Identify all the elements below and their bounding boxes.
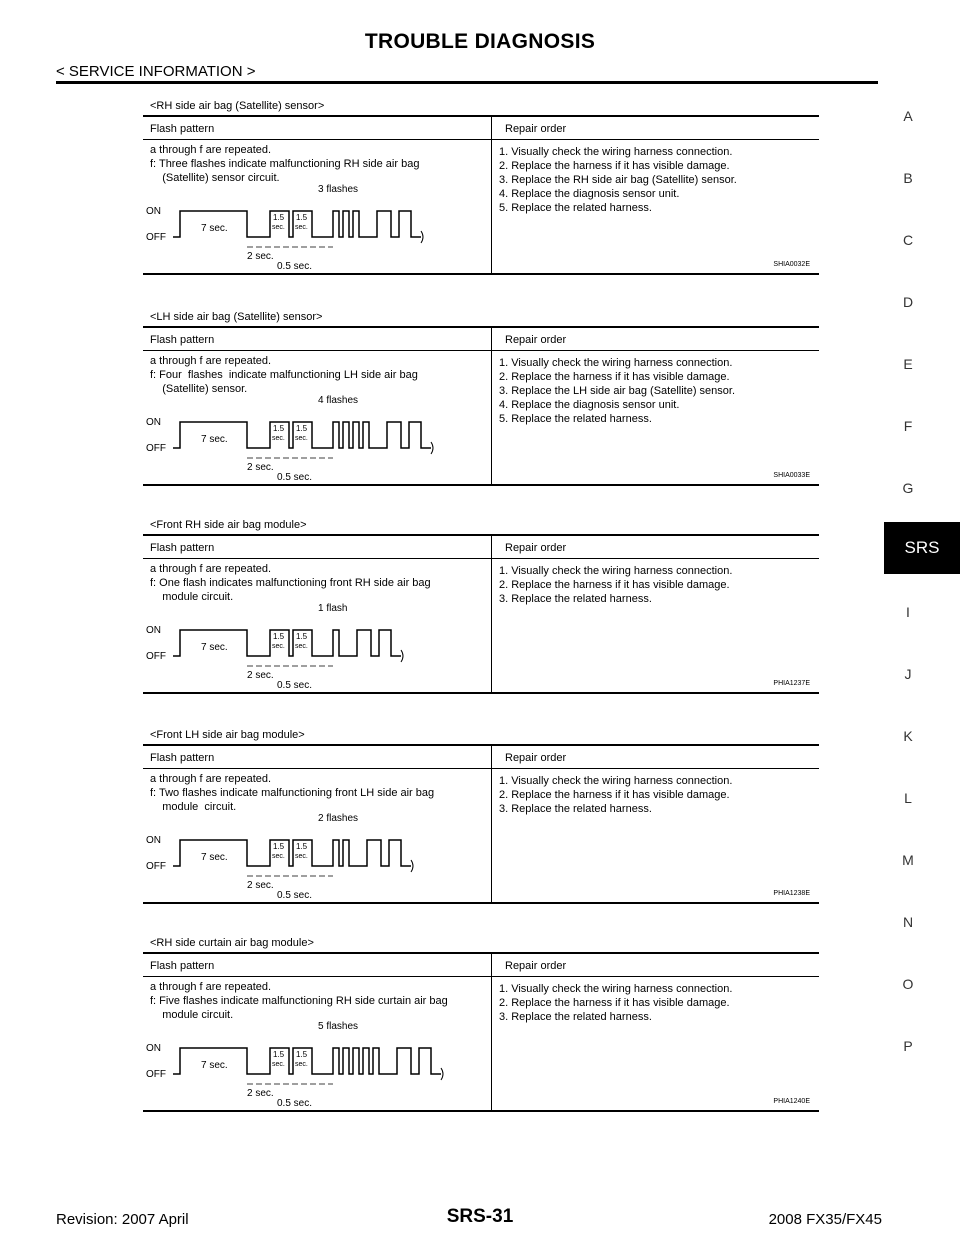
sec-box-2-bottom: sec. [295,853,308,860]
description-line: f: Three flashes indicate malfunctioning RH side air bag [150,158,420,170]
sec-box-1-top: 1.5 [273,213,285,222]
description-line: (Satellite) sensor circuit. [150,172,280,184]
index-letter[interactable]: P [903,1038,913,1054]
footer-model: 2008 FX35/FX45 [768,1211,882,1228]
seven-sec-label: 7 sec. [201,1060,228,1071]
flash-pattern-header: Flash pattern [150,542,215,554]
break-mark [411,860,413,872]
description-line: f: Four flashes indicate malfunctioning LH side air bag [150,369,418,381]
repair-step: 3. Replace the LH side air bag (Satellite) sensor. [499,385,736,397]
flash-pattern-diagram [143,937,493,1112]
break-mark [401,650,403,662]
on-label: ON [146,1043,161,1054]
page-subtitle: < SERVICE INFORMATION > [56,63,256,80]
index-letter[interactable]: I [906,604,910,620]
sec-box-2-top: 1.5 [296,424,308,433]
index-letter[interactable]: G [902,480,914,496]
flash-pattern-diagram [143,311,493,486]
index-letter[interactable]: M [902,852,914,868]
sec-box-1-top: 1.5 [273,842,285,851]
repair-step: 1. Visually check the wiring harness connection. [499,565,733,577]
section-panel [143,729,819,904]
sec-box-1-top: 1.5 [273,1050,285,1059]
flash-count-label: 4 flashes [318,395,359,406]
description-line: (Satellite) sensor. [150,383,248,395]
sec-box-2-bottom: sec. [295,224,308,231]
two-sec-label: 2 sec. [247,1088,274,1099]
two-sec-label: 2 sec. [247,251,274,262]
repair-order-header: Repair order [505,960,567,972]
repair-step: 3. Replace the related harness. [499,1011,652,1023]
break-mark [431,442,433,454]
repair-steps [499,982,732,1024]
repair-steps [499,774,732,816]
repair-step: 1. Visually check the wiring harness connection. [499,357,733,369]
index-letter[interactable]: L [904,790,912,806]
sec-box-2-bottom: sec. [295,643,308,650]
two-sec-label: 2 sec. [247,670,274,681]
two-sec-label: 2 sec. [247,462,274,473]
flash-pattern-diagram [143,519,493,694]
sec-box-1-bottom: sec. [272,224,285,231]
section-title: <Front RH side air bag module> [150,519,307,531]
half-sec-label: 0.5 sec. [277,261,313,272]
section-panel [143,100,819,275]
flash-count-label: 3 flashes [318,184,359,195]
index-letter[interactable]: D [902,294,914,310]
two-sec-label: 2 sec. [247,880,274,891]
on-label: ON [146,417,161,428]
figure-id: SHIA0033E [773,472,810,479]
section-title: <LH side air bag (Satellite) sensor> [150,311,323,323]
index-letter[interactable]: J [904,666,912,682]
repair-step: 2. Replace the harness if it has visible damage. [499,371,730,383]
repair-steps [499,356,735,426]
seven-sec-label: 7 sec. [201,434,228,445]
on-label: ON [146,835,161,846]
flash-pattern-header: Flash pattern [150,960,215,972]
repair-order-header: Repair order [505,752,567,764]
repair-steps [499,564,732,606]
off-label: OFF [146,651,166,662]
description-line: a through f are repeated. [150,355,272,367]
section-panel [143,519,819,694]
repair-step: 2. Replace the harness if it has visible damage. [499,160,730,172]
sec-box-2-top: 1.5 [296,632,308,641]
flash-pattern-header: Flash pattern [150,123,215,135]
flash-count-label: 2 flashes [318,813,359,824]
break-mark [441,1068,443,1080]
description-line: a through f are repeated. [150,981,272,993]
index-letter[interactable]: E [903,356,913,372]
sec-box-2-bottom: sec. [295,1061,308,1068]
sec-box-1-bottom: sec. [272,1061,285,1068]
section-title: <RH side curtain air bag module> [150,937,314,949]
index-letter[interactable]: F [903,418,913,434]
repair-step: 4. Replace the diagnosis sensor unit. [499,188,680,200]
description-line: f: Two flashes indicate malfunctioning front LH side air bag [150,787,435,799]
repair-step: 1. Visually check the wiring harness connection. [499,146,733,158]
section-panel [143,311,819,486]
flash-count-label: 1 flash [318,603,348,614]
flash-pattern-diagram [143,729,493,904]
page-title: TROUBLE DIAGNOSIS [364,30,596,53]
description-line: a through f are repeated. [150,144,272,156]
flash-pattern-header: Flash pattern [150,334,215,346]
repair-step: 3. Replace the related harness. [499,593,652,605]
section-title: <Front LH side air bag module> [150,729,305,741]
sec-box-2-bottom: sec. [295,435,308,442]
break-mark [421,231,423,243]
repair-step: 5. Replace the related harness. [499,202,652,214]
off-label: OFF [146,443,166,454]
seven-sec-label: 7 sec. [201,642,228,653]
off-label: OFF [146,232,166,243]
index-letter[interactable]: N [902,914,914,930]
sec-box-2-top: 1.5 [296,842,308,851]
header-rule [56,81,878,84]
seven-sec-label: 7 sec. [201,852,228,863]
footer-revision: Revision: 2007 April [56,1211,189,1228]
description-line: f: One flash indicates malfunctioning front RH side air bag [150,577,431,589]
index-letter[interactable]: B [903,170,913,186]
figure-id: PHIA1237E [773,680,810,687]
sec-box-1-bottom: sec. [272,853,285,860]
repair-step: 5. Replace the related harness. [499,413,652,425]
flash-count-label: 5 flashes [318,1021,359,1032]
description-line: module circuit. [150,1009,234,1021]
half-sec-label: 0.5 sec. [277,890,313,901]
repair-order-header: Repair order [505,542,567,554]
repair-order-header: Repair order [505,334,567,346]
half-sec-label: 0.5 sec. [277,680,313,691]
flash-pattern-header: Flash pattern [150,752,215,764]
flash-pattern-diagram [143,100,493,275]
description-line: module circuit. [150,591,234,603]
off-label: OFF [146,861,166,872]
repair-step: 1. Visually check the wiring harness connection. [499,775,733,787]
index-letter[interactable]: K [903,728,913,744]
footer-page-number: SRS-31 [446,1206,514,1227]
index-letter[interactable]: A [903,108,913,124]
repair-step: 2. Replace the harness if it has visible damage. [499,789,730,801]
index-letter[interactable]: C [902,232,914,248]
section-panel [143,937,819,1112]
sec-box-1-bottom: sec. [272,643,285,650]
half-sec-label: 0.5 sec. [277,472,313,483]
repair-step: 2. Replace the harness if it has visible damage. [499,997,730,1009]
section-title: <RH side air bag (Satellite) sensor> [150,100,325,112]
off-label: OFF [146,1069,166,1080]
figure-id: PHIA1238E [773,890,810,897]
description-line: f: Five flashes indicate malfunctioning RH side curtain air bag [150,995,448,1007]
sec-box-1-top: 1.5 [273,632,285,641]
description-line: a through f are repeated. [150,563,272,575]
repair-step: 3. Replace the related harness. [499,803,652,815]
repair-step: 4. Replace the diagnosis sensor unit. [499,399,680,411]
description-line: a through f are repeated. [150,773,272,785]
on-label: ON [146,625,161,636]
repair-step: 1. Visually check the wiring harness connection. [499,983,733,995]
repair-step: 3. Replace the RH side air bag (Satellite) sensor. [499,174,737,186]
index-letter[interactable]: O [902,976,914,992]
figure-id: SHIA0032E [773,261,810,268]
repair-step: 2. Replace the harness if it has visible damage. [499,579,730,591]
sec-box-1-top: 1.5 [273,424,285,433]
seven-sec-label: 7 sec. [201,223,228,234]
repair-order-header: Repair order [505,123,567,135]
description-line: module circuit. [150,801,237,813]
srs-section-tab[interactable]: SRS [884,522,960,574]
repair-steps [499,145,737,215]
sec-box-1-bottom: sec. [272,435,285,442]
sec-box-2-top: 1.5 [296,213,308,222]
half-sec-label: 0.5 sec. [277,1098,313,1109]
on-label: ON [146,206,161,217]
figure-id: PHIA1240E [773,1098,810,1105]
sec-box-2-top: 1.5 [296,1050,308,1059]
